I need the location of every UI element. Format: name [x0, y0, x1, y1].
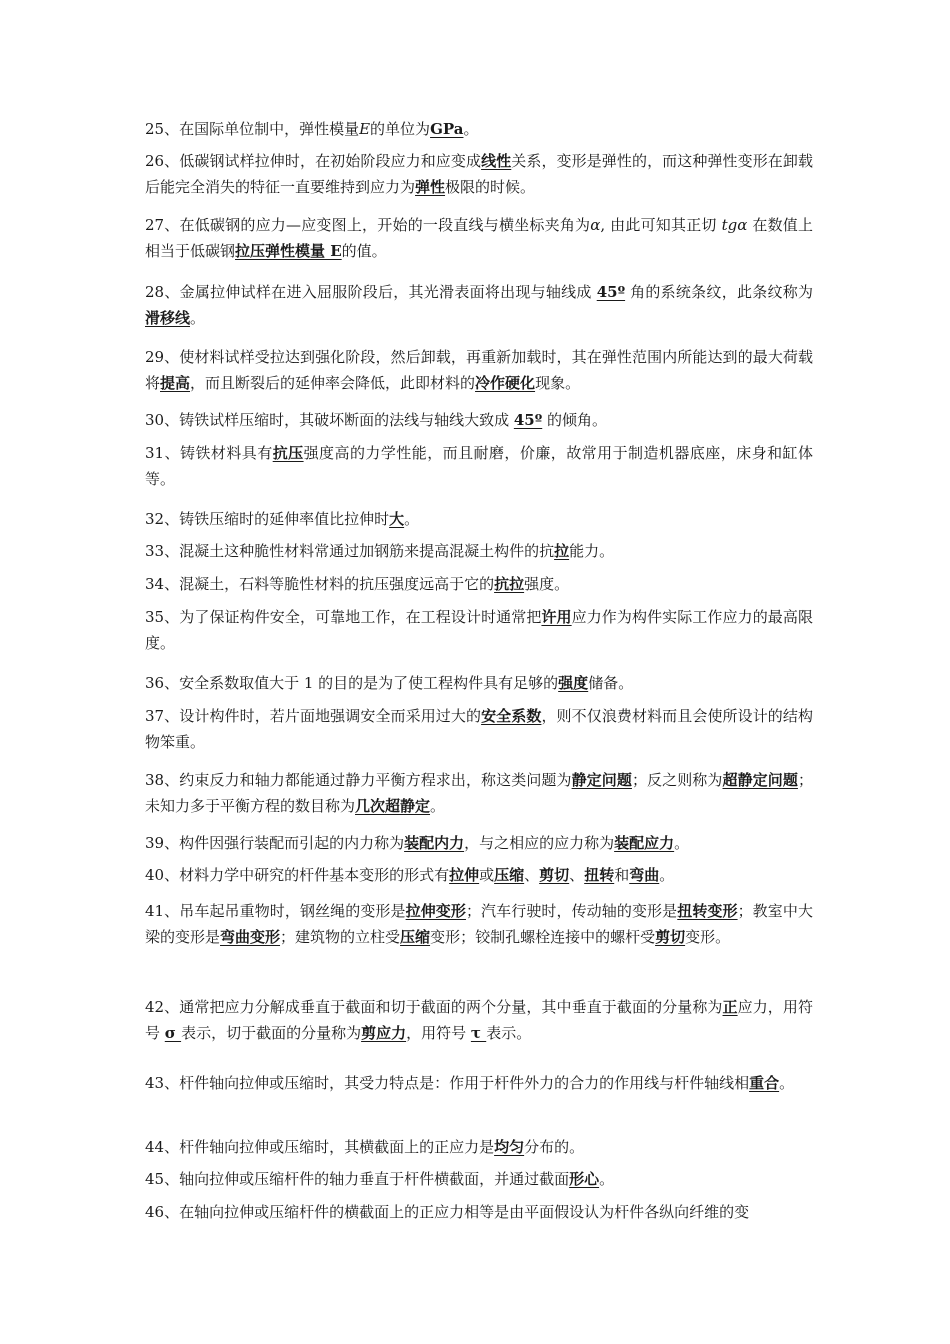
- question-text: 28、金属拉伸试样在进入屈服阶段后，其光滑表面将出现与轴线成: [145, 283, 597, 301]
- math-symbol: tgα: [721, 216, 748, 234]
- answer-blank: τ: [470, 1024, 487, 1042]
- question-text: 应力作为构件实际工作应力的最高限度。: [145, 608, 813, 652]
- question-text: 。: [779, 1074, 795, 1092]
- answer-blank: 拉: [554, 542, 570, 560]
- question-text: 46、在轴向拉伸或压缩杆件的横截面上的正应力相等是由平面假设认为杆件各纵向纤维的变: [145, 1203, 750, 1221]
- question-text: 30、铸铁试样压缩时，其破坏断面的法线与轴线大致成: [145, 411, 514, 429]
- answer-blank: 超静定问题: [722, 771, 798, 789]
- question-38: [145, 767, 813, 819]
- answer-blank: 线性: [481, 152, 512, 170]
- answer-blank: 拉伸: [449, 866, 480, 884]
- question-text: 的单位为: [370, 120, 431, 138]
- answer-blank: 正: [722, 998, 738, 1016]
- question-text: 40、材料力学中研究的杆件基本变形的形式有: [145, 866, 450, 884]
- question-text: 的值。: [341, 242, 387, 260]
- answer-blank: 安全系数: [481, 707, 542, 725]
- question-text: 44、杆件轴向拉伸或压缩时，其横截面上的正应力是: [145, 1138, 495, 1156]
- answer-blank: 装配内力: [404, 834, 465, 852]
- question-text: 、: [569, 866, 585, 884]
- question-text: 分布的。: [524, 1138, 585, 1156]
- question-text: 。: [404, 510, 420, 528]
- question-text: 43、杆件轴向拉伸或压缩时，其受力特点是：作用于杆件外力的合力的作用线与杆件轴线相: [145, 1074, 750, 1092]
- question-text: 极限的时候。: [445, 178, 536, 196]
- question-26: [145, 148, 813, 200]
- question-text: 38、约束反力和轴力都能通过静力平衡方程求出，称这类问题为: [145, 771, 572, 789]
- question-35: [145, 604, 813, 656]
- question-text: ；反之则称为: [631, 771, 723, 789]
- question-text: 34、混凝土，石料等脆性材料的抗压强度远高于它的: [145, 575, 495, 593]
- answer-blank: 拉伸变形: [405, 902, 466, 920]
- question-text: 。: [463, 120, 479, 138]
- question-text: ；未知力多于平衡方程的数目称为: [145, 771, 813, 815]
- question-46: [145, 1199, 813, 1225]
- question-40: [145, 862, 813, 888]
- question-text: 。: [430, 797, 446, 815]
- question-text: 储备。: [588, 674, 634, 692]
- answer-blank: 弯曲: [629, 866, 660, 884]
- question-text: ；建筑物的立柱受: [280, 928, 401, 946]
- question-text: 角的系统条纹，此条纹称为: [625, 283, 814, 301]
- math-symbol: E: [359, 120, 371, 138]
- answer-blank: 45º: [596, 283, 626, 301]
- question-text: 41、吊车起吊重物时，钢丝绳的变形是: [145, 902, 406, 920]
- answer-blank: 抗拉: [494, 575, 525, 593]
- question-text: 强度。: [524, 575, 570, 593]
- answer-blank: 提高: [160, 374, 191, 392]
- question-31: [145, 440, 813, 492]
- answer-blank: 均匀: [494, 1138, 525, 1156]
- answer-blank: 弹性: [415, 178, 446, 196]
- question-41: [145, 898, 813, 950]
- question-text: 应力，用符号: [145, 998, 813, 1042]
- question-43: [145, 1070, 813, 1096]
- question-text: 的倾角。: [542, 411, 608, 429]
- question-text: 关系，变形是弹性的，而这种弹性变形在卸载后能完全消失的特征一直要维持到应力为: [145, 152, 813, 196]
- question-42: [145, 994, 813, 1046]
- question-text: 32、铸铁压缩时的延伸率值比拉伸时: [145, 510, 390, 528]
- answer-blank: 压缩: [400, 928, 431, 946]
- question-text: 26、低碳钢试样拉伸时，在初始阶段应力和应变成: [145, 152, 482, 170]
- question-text: 能力。: [569, 542, 615, 560]
- answer-blank: 剪应力: [361, 1024, 407, 1042]
- answer-blank: 强度: [558, 674, 589, 692]
- question-37: [145, 703, 813, 755]
- question-text: 现象。: [535, 374, 581, 392]
- question-text: 、: [524, 866, 540, 884]
- question-text: 表示，切于截面的分量称为: [181, 1024, 362, 1042]
- question-text: 45、轴向拉伸或压缩杆件的轴力垂直于杆件横截面，并通过截面: [145, 1170, 570, 1188]
- question-34: [145, 571, 813, 597]
- question-45: [145, 1166, 813, 1192]
- answer-blank: 45º: [513, 411, 543, 429]
- question-text: 。: [674, 834, 690, 852]
- answer-blank: 形心: [569, 1170, 600, 1188]
- question-text: 和: [614, 866, 630, 884]
- question-text: 35、为了保证构件安全，可靠地工作，在工程设计时通常把: [145, 608, 542, 626]
- question-text: 强度高的力学性能，而且耐磨，价廉，故常用于制造机器底座，床身和缸体等。: [145, 444, 813, 488]
- answer-blank: σ: [164, 1024, 182, 1042]
- question-text: 36、安全系数取值大于 1 的目的是为了使工程构件具有足够的: [145, 674, 559, 692]
- question-text: 33、混凝土这种脆性材料常通过加钢筋来提高混凝土构件的抗: [145, 542, 555, 560]
- question-text: 在数值上相当于低碳钢: [145, 216, 813, 260]
- answer-blank: 滑移线: [145, 309, 191, 327]
- question-text: 。: [599, 1170, 615, 1188]
- question-text: 。: [190, 309, 206, 327]
- question-text: 31、铸铁材料具有: [145, 444, 273, 462]
- question-text: ，而且断裂后的延伸率会降低，此即材料的: [190, 374, 476, 392]
- answer-blank: 冷作硬化: [475, 374, 536, 392]
- question-text: 变形。: [685, 928, 731, 946]
- question-36: [145, 670, 813, 696]
- question-text: , 由此可知其正切: [600, 216, 722, 234]
- answer-blank: 重合: [749, 1074, 780, 1092]
- question-text: 表示。: [486, 1024, 532, 1042]
- question-30: [145, 407, 813, 433]
- question-28: [145, 279, 813, 331]
- question-27: [145, 212, 813, 264]
- question-text: 39、构件因强行装配而引起的内力称为: [145, 834, 405, 852]
- question-text: 27、在低碳钢的应力—应变图上，开始的一段直线与横坐标夹角为: [145, 216, 591, 234]
- answer-blank: 装配应力: [614, 834, 675, 852]
- answer-blank: 大: [389, 510, 405, 528]
- question-32: [145, 506, 813, 532]
- question-text: 29、使材料试样受拉达到强化阶段，然后卸载，再重新加载时，其在弹性范围内所能达到的最大荷载将: [145, 348, 813, 392]
- question-text: ；教室中大梁的变形是: [145, 902, 813, 946]
- math-symbol: α: [590, 216, 601, 234]
- answer-blank: GPa: [430, 120, 464, 138]
- question-44: [145, 1134, 813, 1160]
- question-29: [145, 344, 813, 396]
- question-text: ，则不仅浪费材料而且会使所设计的结构物笨重。: [145, 707, 813, 751]
- answer-blank: 扭转变形: [677, 902, 738, 920]
- answer-blank: 抗压: [272, 444, 304, 462]
- question-39: [145, 830, 813, 856]
- answer-blank: 几次超静定: [355, 797, 431, 815]
- answer-blank: 剪切: [655, 928, 686, 946]
- question-text: ，与之相应的应力称为: [464, 834, 615, 852]
- answer-blank: 拉压弹性模量 E: [235, 242, 342, 260]
- answer-blank: 许用: [541, 608, 572, 626]
- question-text: 。: [659, 866, 675, 884]
- answer-blank: 扭转: [584, 866, 615, 884]
- question-text: 42、通常把应力分解成垂直于截面和切于截面的两个分量，其中垂直于截面的分量称为: [145, 998, 723, 1016]
- answer-blank: 弯曲变形: [220, 928, 281, 946]
- answer-blank: 剪切: [539, 866, 570, 884]
- question-text: ，用符号: [406, 1024, 471, 1042]
- answer-blank: 静定问题: [571, 771, 632, 789]
- question-33: [145, 538, 813, 564]
- answer-blank: 压缩: [494, 866, 525, 884]
- question-25: [145, 116, 813, 142]
- question-text: 37、设计构件时，若片面地强调安全而采用过大的: [145, 707, 482, 725]
- question-text: 25、在国际单位制中，弹性模量: [145, 120, 360, 138]
- question-text: 或: [479, 866, 495, 884]
- question-text: 变形；铰制孔螺栓连接中的螺杆受: [430, 928, 656, 946]
- question-text: ；汽车行驶时，传动轴的变形是: [465, 902, 678, 920]
